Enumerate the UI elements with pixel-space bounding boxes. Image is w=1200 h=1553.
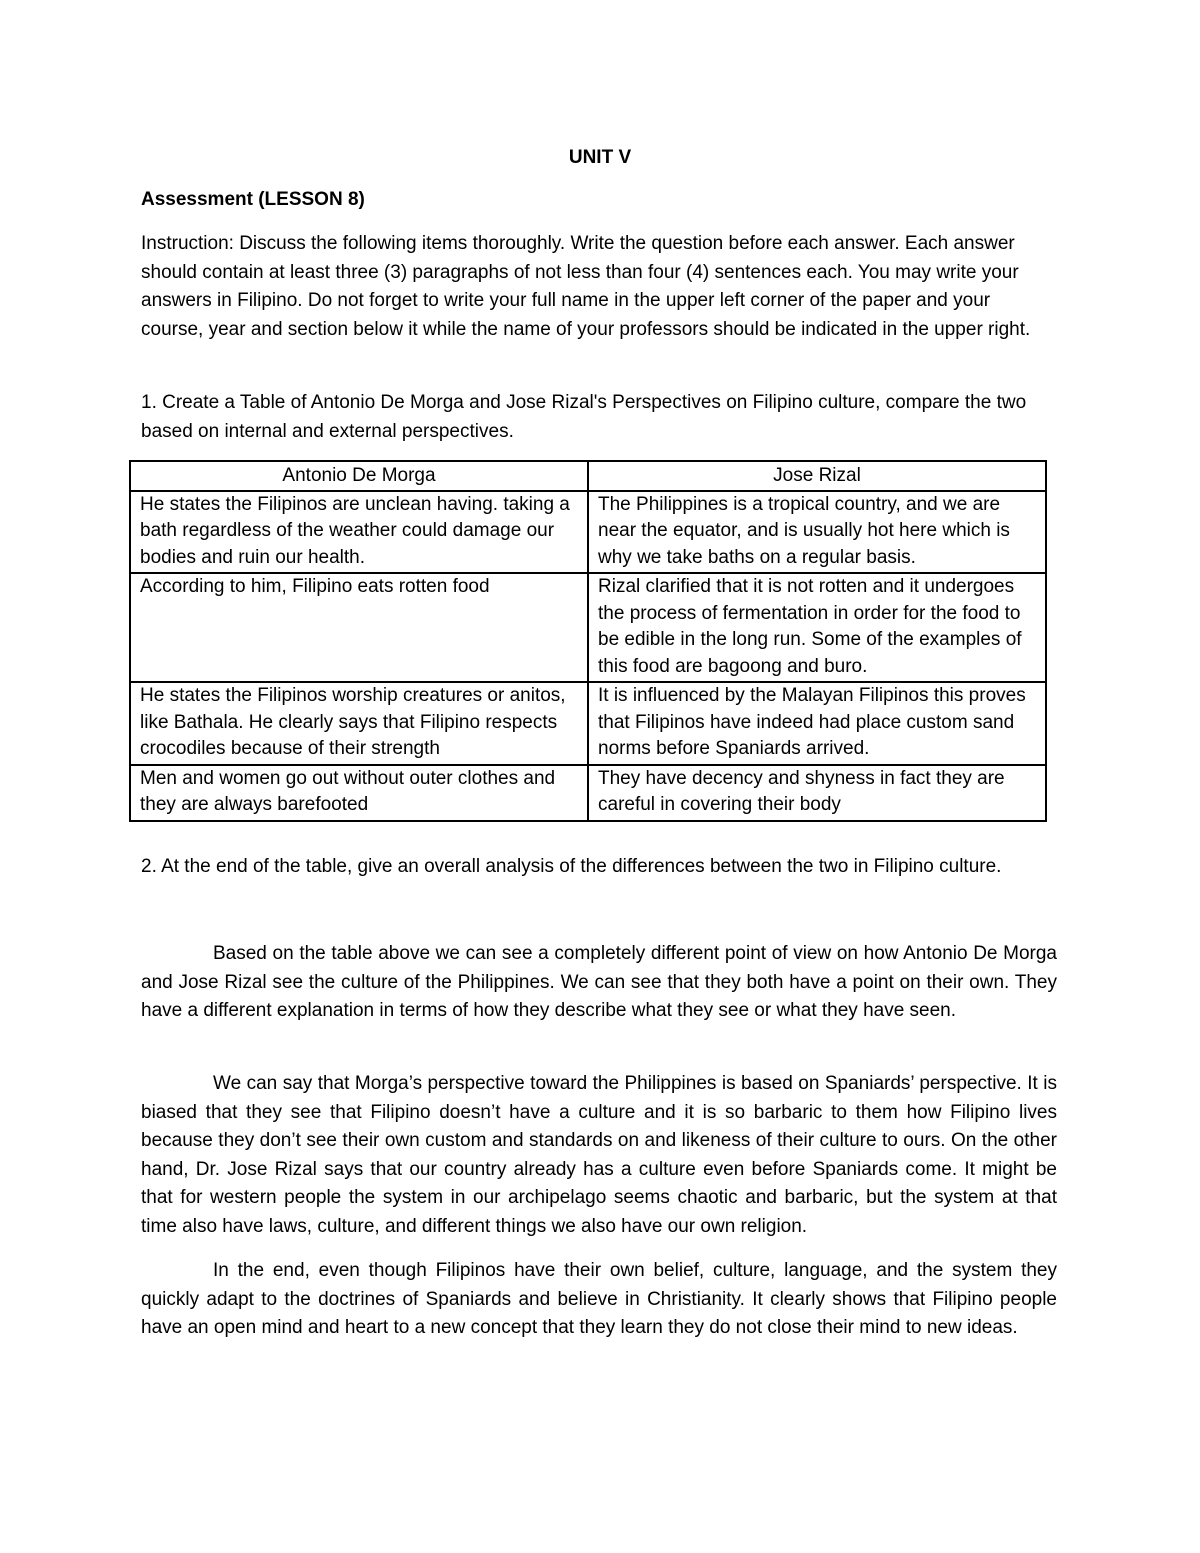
table-cell-rizal: The Philippines is a tropical country, and we are near the equator, and is usually hot here which is why we take baths on a regular basis. <box>588 491 1046 574</box>
analysis-paragraph-3: In the end, even though Filipinos have their own belief, culture, language, and the system they quickly adapt to the doctrines of Spaniards and believe in Christianity. It clearly shows that Filipino people have an open mind and heart to a new concept that they learn they do not close their mind to new ideas. <box>141 1260 1057 1338</box>
assessment-heading: Assessment (LESSON 8) <box>141 189 365 210</box>
table-cell-morga: He states the Filipinos worship creatures or anitos, like Bathala. He clearly says that Filipino respects crocodiles because of their strength <box>130 682 588 765</box>
table-cell-morga: He states the Filipinos are unclean having. taking a bath regardless of the weather could damage our bodies and ruin our health. <box>130 491 588 574</box>
question-1: 1. Create a Table of Antonio De Morga and Jose Rizal's Perspectives on Filipino culture, compare the two based on internal and external perspectives. <box>141 392 1027 442</box>
header-rizal: Jose Rizal <box>588 461 1046 491</box>
table-row <box>130 765 1046 821</box>
table-cell-morga: Men and women go out without outer clothes and they are always barefooted <box>130 765 588 821</box>
unit-title: UNIT V <box>568 147 632 168</box>
table-cell-rizal: It is influenced by the Malayan Filipinos this proves that Filipinos have indeed had place custom sand norms before Spaniards arrived. <box>588 682 1046 765</box>
table-row <box>130 491 1046 574</box>
header-morga: Antonio De Morga <box>130 461 588 491</box>
analysis-paragraph-1: Based on the table above we can see a completely different point of view on how Antonio De Morga and Jose Rizal see the culture of the Philippines. We can see that they both have a point on their own. They have a different explanation in terms of how they describe what they see or what they have seen. <box>141 943 1057 1021</box>
table-cell-rizal: They have decency and shyness in fact they are careful in covering their body <box>588 765 1046 821</box>
table-row <box>130 573 1046 682</box>
question-2: 2. At the end of the table, give an overall analysis of the differences between the two in Filipino culture. <box>141 856 1002 877</box>
instruction-text: Instruction: Discuss the following items thoroughly. Write the question before each answer. Each answer should contain at least three (3) paragraphs of not less than four (4) sentences each. You may write your answers in Filipino. Do not forget to write your full name in the upper left corner of the paper and your course, year and section below it while the name of your professors should be indicated in the upper right. <box>141 233 1031 340</box>
analysis-paragraph-2: We can say that Morga’s perspective toward the Philippines is based on Spaniards’ perspective. It is biased that they see that Filipino doesn’t have a culture and it is so barbaric to them how Filipino lives because they don’t see their own custom and standards on and likeness of their culture to ours. On the other hand, Dr. Jose Rizal says that our country already has a culture even before Spaniards come. It might be that for western people the system in our archipelago seems chaotic and barbaric, but the system at that time also have laws, culture, and different things we also have our own religion. <box>141 1073 1057 1237</box>
comparison-table <box>129 460 1047 822</box>
table-cell-rizal: Rizal clarified that it is not rotten and it undergoes the process of fermentation in order for the food to be edible in the long run. Some of the examples of this food are bagoong and buro. <box>588 573 1046 682</box>
table-cell-morga: According to him, Filipino eats rotten food <box>130 573 588 682</box>
table-header-row <box>130 461 1046 491</box>
table-row <box>130 682 1046 765</box>
